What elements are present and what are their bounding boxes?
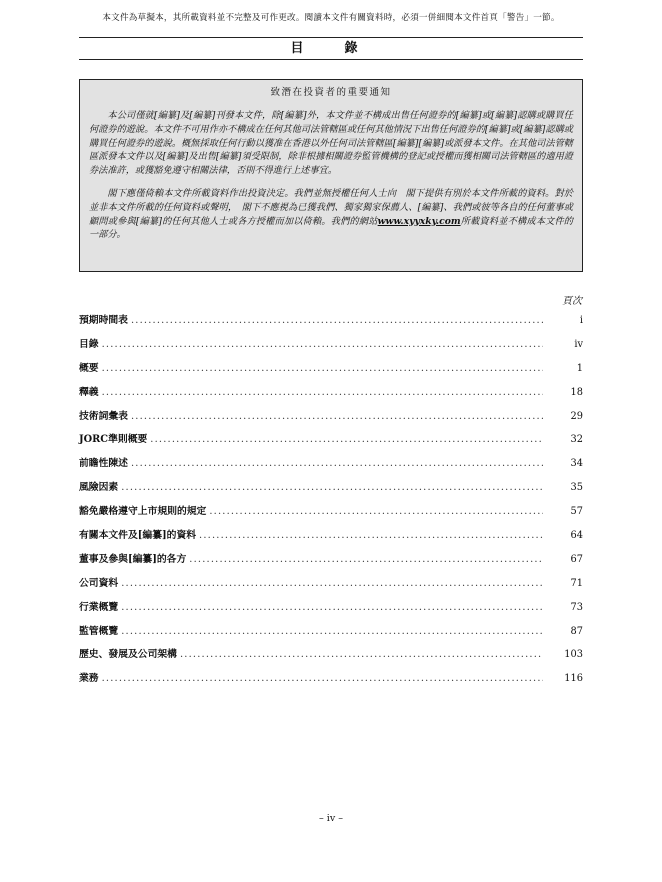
toc-entry[interactable]	[79, 646, 583, 670]
draft-warning-header: 本文件為草擬本，其所載資料並不完整及可作更改。閱讀本文件有關資料時，必須一併細閱本文件首頁「警告」一節。	[102, 13, 560, 23]
toc-entry-title: 技術詞彙表	[79, 410, 128, 422]
toc-entry[interactable]	[79, 312, 583, 336]
dot-leader	[121, 578, 543, 589]
website-link[interactable]: www.xyyxky.com	[377, 215, 461, 227]
page-column-label: 頁次	[562, 296, 582, 307]
toc-entry-title: 公司資料	[79, 577, 119, 589]
toc-entry-title: 目錄	[79, 338, 99, 350]
toc-entry-title: 行業概覽	[79, 601, 119, 613]
toc-entry[interactable]	[79, 527, 583, 551]
page-number: – iv –	[319, 813, 343, 824]
toc-entry-page: iv	[574, 338, 583, 350]
dot-leader	[131, 315, 543, 326]
notice-title: 致潛在投資者的重要通知	[270, 87, 392, 98]
toc-entry[interactable]	[79, 479, 583, 503]
title-top-rule	[79, 37, 583, 38]
dot-leader	[121, 602, 543, 613]
dot-leader	[121, 482, 543, 493]
toc-entry[interactable]	[79, 408, 583, 432]
toc-entry-title: 釋義	[79, 386, 99, 398]
dot-leader	[102, 339, 543, 350]
dot-leader	[150, 434, 543, 445]
toc-entry-page: 73	[570, 601, 583, 613]
dot-leader	[121, 626, 543, 637]
toc-entry[interactable]	[79, 336, 583, 360]
toc-entry-title: 豁免嚴格遵守上市規則的規定	[79, 506, 207, 518]
toc-entry-title: 有關本文件及[編纂]的資料	[79, 530, 197, 542]
toc-entry-title: 董事及參與[編纂]的各方	[79, 553, 187, 565]
toc-entry[interactable]	[79, 431, 583, 455]
toc-entry-page: 64	[570, 530, 583, 542]
toc-entry-page: 35	[570, 482, 583, 494]
dot-leader	[102, 387, 543, 398]
notice-paragraph-2-tail: 所載資料並不構成本文件的一部分。	[89, 215, 573, 241]
dot-leader	[131, 458, 543, 469]
toc-entry-title: 歷史、發展及公司架構	[79, 649, 177, 661]
toc-entry[interactable]	[79, 503, 583, 527]
toc-entry-page: 1	[576, 362, 583, 374]
page-title: 目 錄	[290, 41, 372, 56]
notice-paragraph-2	[89, 187, 573, 242]
toc-entry-page: 29	[570, 410, 583, 422]
toc-entry-page: 18	[570, 386, 583, 398]
investor-notice-box	[79, 79, 583, 272]
dot-leader	[199, 530, 543, 541]
toc-entry-page: i	[579, 315, 583, 326]
notice-paragraph-1: 本公司僅就[編纂]及[編纂]刊發本文件，除[編纂]外，本文件並不構成出售任何證券的[編纂]或[編纂]認購或購買任何證券的遊說。本文件不可用作亦不構成在任何其他司法管轄區或任何其他情況下出售任何證券的[編纂]或[編纂]認購或購買任何證券的遊說。概無採取任何行動以獲准在香港以外任何司法管轄區[編纂][編纂]或派發本文件。在其他司法管轄區派發本文件以及[編纂]及出售[編纂]須受限制，除非根據相關證券監管機構的登記或授權而獲相關司法管轄區的適用證券法准許，或獲豁免遵守相關法律，否則不得進行上述事宜。	[89, 110, 573, 177]
dot-leader	[131, 411, 543, 422]
toc-entry[interactable]	[79, 599, 583, 623]
toc-entry-page: 116	[564, 673, 583, 685]
dot-leader	[189, 554, 543, 565]
dot-leader	[180, 649, 543, 660]
toc-entry-page: 71	[570, 577, 583, 589]
dot-leader	[102, 673, 543, 684]
toc-entry[interactable]	[79, 455, 583, 479]
toc-entry-title: JORC準則概要	[79, 434, 148, 446]
toc-entry-title: 概要	[79, 362, 99, 374]
toc-entry-page: 103	[564, 649, 583, 661]
toc-entry[interactable]	[79, 575, 583, 599]
toc-entry-title: 風險因素	[79, 482, 119, 494]
toc-entry-page: 67	[570, 553, 583, 565]
toc-entry[interactable]	[79, 384, 583, 408]
toc-entry[interactable]	[79, 670, 583, 694]
title-bottom-rule	[79, 59, 583, 60]
toc-entry[interactable]	[79, 360, 583, 384]
toc-entry-title: 監管概覽	[79, 625, 119, 637]
toc-entry-page: 32	[570, 434, 583, 446]
toc-entry[interactable]	[79, 551, 583, 575]
dot-leader	[209, 506, 543, 517]
notice-paragraph-2-text: 閣下應僅倚賴本文件所載資料作出投資決定。我們並無授權任何人士向 閣下提供有別於本文件所載的資料。對於並非本文件所載的任何資料或聲明， 閣下不應視為已獲我們、獨家獨家保薦人、[編纂]、我們或彼等各自的任何董事或顧問或參與[編纂]的任何其他人士或各方授權而加以倚賴。我們的網站	[89, 187, 573, 227]
toc-entry-page: 57	[570, 506, 583, 518]
toc-entry-page: 34	[570, 458, 583, 470]
toc-entry-title: 業務	[79, 673, 99, 685]
dot-leader	[102, 363, 543, 374]
toc-entry-page: 87	[570, 625, 583, 637]
toc-entry[interactable]	[79, 623, 583, 647]
toc-entry-title: 前瞻性陳述	[79, 458, 128, 470]
toc-entry-title: 預期時間表	[79, 315, 128, 326]
table-of-contents	[79, 312, 583, 694]
